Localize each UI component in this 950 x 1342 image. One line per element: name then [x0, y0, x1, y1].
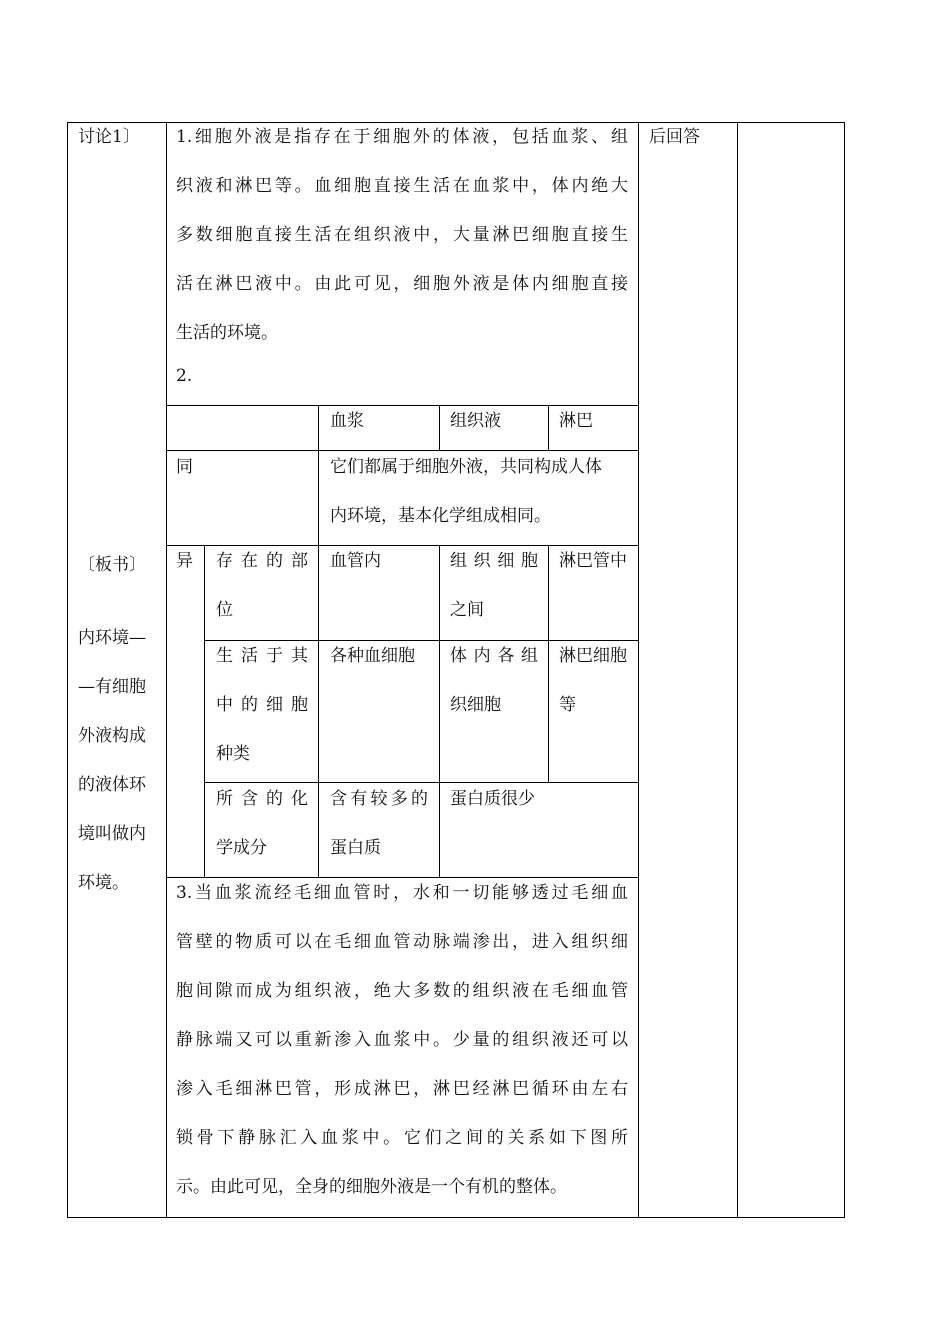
row-label: 位 — [216, 600, 233, 620]
header-lymph: 淋巴 — [559, 411, 593, 431]
header-tissue-fluid: 组织液 — [450, 411, 501, 431]
table-cell: 织细胞 — [450, 695, 501, 715]
discussion-label: 讨论1〕 — [78, 127, 140, 147]
row-label: 存在的部 — [216, 551, 308, 571]
table-cell: 体内各组 — [450, 646, 538, 666]
after-answer-note: 后回答 — [649, 127, 700, 147]
table-cell: 之间 — [450, 600, 484, 620]
row-label: 生活于其 — [216, 646, 308, 666]
table-cell: 蛋白质 — [330, 838, 381, 858]
table-cell: 等 — [559, 695, 576, 715]
row-label: 所含的化 — [216, 789, 308, 809]
table-cell: 蛋白质很少 — [450, 789, 535, 809]
same-text: 它们都属于细胞外液，共同构成人体 — [330, 457, 602, 477]
table-cell: 含有较多的 — [330, 789, 428, 809]
row-label: 种类 — [216, 744, 250, 764]
diff-label: 异 — [176, 551, 193, 571]
answer-2-label: 2. — [176, 366, 193, 386]
row-label: 学成分 — [216, 838, 267, 858]
table-cell: 各种血细胞 — [330, 646, 415, 666]
table-cell: 血管内 — [330, 551, 381, 571]
header-plasma: 血浆 — [330, 411, 364, 431]
row-label: 中的细胞 — [216, 695, 308, 715]
table-cell: 淋巴管中 — [559, 551, 627, 571]
same-text: 内环境，基本化学组成相同。 — [330, 506, 551, 526]
same-label: 同 — [176, 457, 193, 477]
table-cell: 组织细胞 — [450, 551, 538, 571]
table-cell: 淋巴细胞 — [559, 646, 627, 666]
board-label: 〔板书〕 — [78, 555, 146, 575]
